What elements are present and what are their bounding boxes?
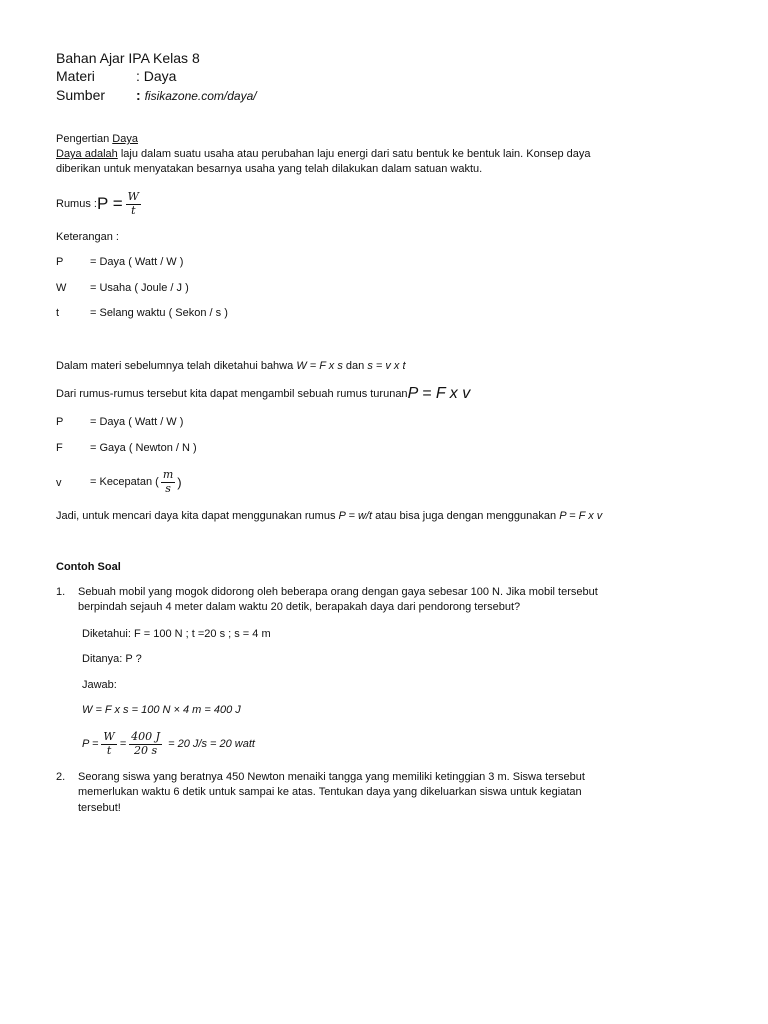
- pengertian-heading: [56, 133, 138, 145]
- pengertian-heading-prefix: Pengertian: [56, 133, 113, 145]
- q1-fraction-400-over-20: [129, 731, 162, 756]
- q2-line-2: memerlukan waktu 6 detik untuk sampai ke atas. Tentukan daya yang dikeluarkan siswa untuk kegiatan: [78, 786, 582, 798]
- turunan-sym-v: v: [56, 477, 62, 489]
- q1-ditanya: Ditanya: P ?: [82, 653, 142, 665]
- materi-label: Materi: [56, 68, 95, 84]
- pengertian-heading-daya: Daya: [112, 133, 138, 145]
- turunan-desc-p: = Daya ( Watt / W ): [90, 416, 184, 428]
- q1-fraction-w-over-t: [101, 731, 116, 756]
- rumus-numerator: W: [127, 190, 139, 204]
- q1-frac2-den: 20 s: [134, 743, 158, 757]
- turunan-eq-p: P = F x v: [407, 385, 471, 402]
- turunan-desc-v-row: [90, 466, 182, 498]
- turunan-desc-v: = Kecepatan (: [90, 476, 159, 488]
- sumber-value: fisikazone.com/daya/: [144, 89, 257, 103]
- jadi-line: [56, 510, 602, 522]
- q1-equals: =: [119, 738, 127, 750]
- keterangan-label: Keterangan :: [56, 231, 119, 243]
- q1-result: = 20 J/s = 20 watt: [165, 738, 255, 750]
- rumus-lhs: P =: [96, 194, 123, 213]
- turunan-line1-prefix: Dalam materi sebelumnya telah diketahui bahwa: [56, 360, 297, 372]
- q2-line-1: Seorang siswa yang beratnya 450 Newton menaiki tangga yang memiliki ketinggian 3 m. Siswa tersebut: [78, 771, 585, 783]
- keterangan-desc-t: = Selang waktu ( Sekon / s ): [90, 307, 228, 319]
- q2-line-3: tersebut!: [78, 802, 121, 814]
- rumus-label: Rumus :: [56, 198, 97, 210]
- q1-usaha-equation: W = F x s = 100 N × 4 m = 400 J: [82, 704, 241, 716]
- rumus-fraction: [126, 191, 141, 216]
- sumber-colon: :: [136, 87, 141, 103]
- materi-value: : Daya: [136, 68, 177, 84]
- q1-frac1-den: t: [106, 743, 112, 757]
- turunan-sym-f: F: [56, 442, 63, 454]
- jadi-eq1: P = w/t: [338, 510, 373, 522]
- definition-rest: laju dalam suatu usaha atau perubahan laju energi dari satu bentuk ke bentuk lain. Konsep daya: [117, 148, 591, 160]
- q1-daya-equation: [82, 726, 255, 762]
- turunan-line1-mid: dan: [342, 360, 368, 372]
- q2-number: 2.: [56, 771, 66, 783]
- definition-line-1: [56, 148, 591, 160]
- q1-frac1-num: W: [103, 730, 115, 744]
- keterangan-sym-t: t: [56, 307, 60, 319]
- q1-p-lhs: P =: [82, 738, 99, 750]
- turunan-eq-w: W = F x s: [296, 360, 343, 372]
- q1-line-1: Sebuah mobil yang mogok didorong oleh beberapa orang dengan gaya sebesar 100 N. Jika mobil tersebut: [78, 586, 598, 598]
- q1-number: 1.: [56, 586, 66, 598]
- rumus-denominator: t: [131, 203, 136, 217]
- kecepatan-unit-den: s: [165, 481, 171, 495]
- definition-term: Daya adalah: [56, 148, 118, 160]
- sumber-label: Sumber: [56, 87, 106, 103]
- keterangan-desc-p: = Daya ( Watt / W ): [90, 256, 184, 268]
- keterangan-desc-w: = Usaha ( Joule / J ): [90, 282, 189, 294]
- turunan-line-2: [56, 384, 470, 404]
- turunan-eq-s: s = v x t: [367, 360, 406, 372]
- jadi-eq2: P = F x v: [559, 510, 603, 522]
- rumus-formula: [56, 188, 141, 220]
- jadi-prefix: Jadi, untuk mencari daya kita dapat menggunakan rumus: [56, 510, 339, 522]
- q1-diketahui: Diketahui: F = 100 N ; t =20 s ; s = 4 m: [82, 628, 271, 640]
- turunan-line2-prefix: Dari rumus-rumus tersebut kita dapat mengambil sebuah rumus turunan: [56, 388, 408, 400]
- q1-frac2-num: 400 J: [131, 730, 161, 744]
- kecepatan-close-paren: ): [177, 474, 182, 490]
- kecepatan-unit-fraction: [161, 469, 175, 494]
- keterangan-sym-w: W: [56, 282, 67, 294]
- contoh-soal-heading: Contoh Soal: [56, 561, 121, 573]
- turunan-desc-f: = Gaya ( Newton / N ): [90, 442, 197, 454]
- header-title: Bahan Ajar IPA Kelas 8: [56, 50, 200, 66]
- kecepatan-unit-num: m: [162, 468, 174, 482]
- definition-line-2: diberikan untuk menyatakan besarnya usaha yang telah dilakukan dalam satuan waktu.: [56, 163, 483, 175]
- q1-jawab: Jawab:: [82, 679, 117, 691]
- turunan-sym-p: P: [56, 416, 64, 428]
- jadi-mid: atau bisa juga dengan menggunakan: [372, 510, 560, 522]
- sumber-line: [136, 87, 257, 103]
- keterangan-sym-p: P: [56, 256, 64, 268]
- turunan-line-1: [56, 360, 406, 372]
- q1-line-2: berpindah sejauh 4 meter dalam waktu 20 detik, berapakah daya dari pendorong tersebut?: [78, 601, 521, 613]
